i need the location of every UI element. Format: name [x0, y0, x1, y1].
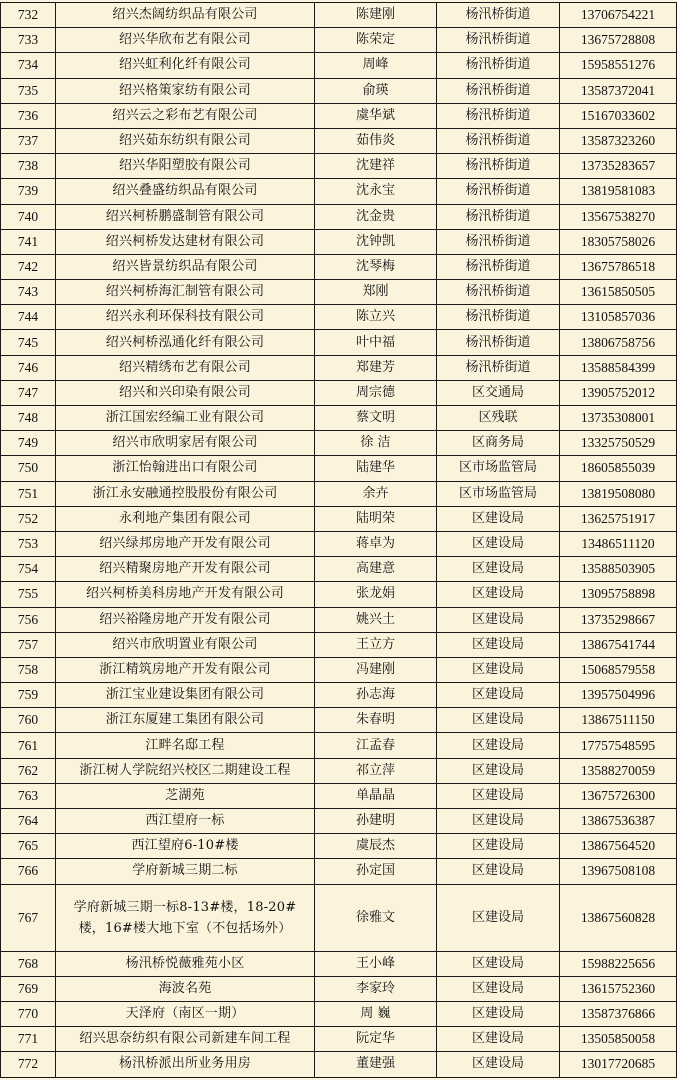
- table-row: [1, 1001, 677, 1026]
- row-number-cell: 770: [1, 1001, 56, 1026]
- phone-number-cell: 13017720685: [560, 1052, 677, 1077]
- responsible-department-cell: 区建设局: [437, 1052, 560, 1077]
- contact-person-cell: 孙志海: [315, 683, 437, 708]
- unit-name-cell: 绍兴茹东纺织有限公司: [56, 128, 315, 153]
- contact-person-cell: 周峰: [315, 53, 437, 78]
- phone-number-cell: 13819508080: [560, 481, 677, 506]
- table-row: [1, 154, 677, 179]
- phone-number-cell: 13325750529: [560, 431, 677, 456]
- responsible-department-cell: 杨汛桥街道: [437, 28, 560, 53]
- table-row: [1, 179, 677, 204]
- phone-number-cell: 13735308001: [560, 406, 677, 431]
- responsible-department-cell: 杨汛桥街道: [437, 128, 560, 153]
- responsible-department-cell: 区建设局: [437, 733, 560, 758]
- responsible-department-cell: 区市场监管局: [437, 456, 560, 481]
- unit-name-cell: 绍兴永利环保科技有限公司: [56, 305, 315, 330]
- row-number-cell: 753: [1, 531, 56, 556]
- row-number-cell: 750: [1, 456, 56, 481]
- responsible-department-cell: 区交通局: [437, 380, 560, 405]
- phone-number-cell: 13806758756: [560, 330, 677, 355]
- row-number-cell: 771: [1, 1027, 56, 1052]
- row-number-cell: 772: [1, 1052, 56, 1077]
- contact-person-cell: 孙建明: [315, 809, 437, 834]
- contact-person-cell: 周 巍: [315, 1001, 437, 1026]
- phone-number-cell: 13588584399: [560, 355, 677, 380]
- phone-number-cell: 13675726300: [560, 783, 677, 808]
- contact-person-cell: 朱春明: [315, 708, 437, 733]
- table-row: [1, 254, 677, 279]
- row-number-cell: 743: [1, 280, 56, 305]
- contact-person-cell: 沈钟凯: [315, 229, 437, 254]
- responsible-department-cell: 杨汛桥街道: [437, 3, 560, 28]
- table-row: [1, 1052, 677, 1077]
- contact-person-cell: 蔡文明: [315, 406, 437, 431]
- contact-person-cell: 蒋卓为: [315, 531, 437, 556]
- table-row: [1, 1027, 677, 1052]
- responsible-department-cell: 杨汛桥街道: [437, 78, 560, 103]
- table-row: [1, 582, 677, 607]
- table-row: [1, 128, 677, 153]
- unit-name-cell: 绍兴杰阔纺织品有限公司: [56, 3, 315, 28]
- unit-name-cell: 浙江宝业建设集团有限公司: [56, 683, 315, 708]
- phone-number-cell: 13867564520: [560, 834, 677, 859]
- unit-name-cell: 绍兴绿邦房地产开发有限公司: [56, 531, 315, 556]
- contact-person-cell: 沈永宝: [315, 179, 437, 204]
- table-body: [1, 3, 677, 1078]
- row-number-cell: 747: [1, 380, 56, 405]
- row-number-cell: 758: [1, 657, 56, 682]
- row-number-cell: 746: [1, 355, 56, 380]
- row-number-cell: 740: [1, 204, 56, 229]
- contact-person-cell: 江孟春: [315, 733, 437, 758]
- table-row: [1, 330, 677, 355]
- contact-person-cell: 徐雅文: [315, 884, 437, 951]
- unit-name-cell: 绍兴市欣明置业有限公司: [56, 632, 315, 657]
- unit-name-cell: 绍兴华欣布艺有限公司: [56, 28, 315, 53]
- table-row: [1, 531, 677, 556]
- contact-person-cell: 俞瑛: [315, 78, 437, 103]
- responsible-department-cell: 杨汛桥街道: [437, 204, 560, 229]
- unit-name-cell: 绍兴思奈纺织有限公司新建车间工程: [56, 1027, 315, 1052]
- row-number-cell: 759: [1, 683, 56, 708]
- unit-name-cell: 江畔名邸工程: [56, 733, 315, 758]
- table-row: [1, 406, 677, 431]
- contact-person-cell: 李家玲: [315, 976, 437, 1001]
- responsible-department-cell: 区建设局: [437, 783, 560, 808]
- table-row: [1, 53, 677, 78]
- table-row: [1, 783, 677, 808]
- phone-number-cell: 13587323260: [560, 128, 677, 153]
- table-row: [1, 557, 677, 582]
- table-row: [1, 976, 677, 1001]
- contact-table: [0, 2, 677, 1078]
- phone-number-cell: 13905752012: [560, 380, 677, 405]
- table-row: [1, 103, 677, 128]
- responsible-department-cell: 杨汛桥街道: [437, 280, 560, 305]
- unit-name-cell: 西江望府一标: [56, 809, 315, 834]
- responsible-department-cell: 区建设局: [437, 859, 560, 884]
- contact-person-cell: 祁立萍: [315, 758, 437, 783]
- row-number-cell: 752: [1, 506, 56, 531]
- phone-number-cell: 13706754221: [560, 3, 677, 28]
- contact-person-cell: 陆建华: [315, 456, 437, 481]
- table-row: [1, 733, 677, 758]
- responsible-department-cell: 杨汛桥街道: [437, 254, 560, 279]
- table-row: [1, 355, 677, 380]
- table-row: [1, 951, 677, 976]
- table-row: [1, 280, 677, 305]
- row-number-cell: 741: [1, 229, 56, 254]
- contact-person-cell: 董建强: [315, 1052, 437, 1077]
- row-number-cell: 738: [1, 154, 56, 179]
- table-row: [1, 229, 677, 254]
- unit-name-cell: 绍兴精聚房地产开发有限公司: [56, 557, 315, 582]
- responsible-department-cell: 区建设局: [437, 834, 560, 859]
- responsible-department-cell: 区建设局: [437, 809, 560, 834]
- responsible-department-cell: 区建设局: [437, 582, 560, 607]
- unit-name-cell: 浙江国宏经编工业有限公司: [56, 406, 315, 431]
- table-row: [1, 78, 677, 103]
- responsible-department-cell: 区建设局: [437, 976, 560, 1001]
- phone-number-cell: 13675728808: [560, 28, 677, 53]
- phone-number-cell: 17757548595: [560, 733, 677, 758]
- unit-name-cell: 浙江永安融通控股股份有限公司: [56, 481, 315, 506]
- contact-person-cell: 沈建祥: [315, 154, 437, 179]
- contact-person-cell: 王小峰: [315, 951, 437, 976]
- responsible-department-cell: 区建设局: [437, 708, 560, 733]
- responsible-department-cell: 区建设局: [437, 531, 560, 556]
- responsible-department-cell: 杨汛桥街道: [437, 330, 560, 355]
- phone-number-cell: 13957504996: [560, 683, 677, 708]
- row-number-cell: 732: [1, 3, 56, 28]
- unit-name-cell: 浙江怡翰进出口有限公司: [56, 456, 315, 481]
- row-number-cell: 769: [1, 976, 56, 1001]
- responsible-department-cell: 区建设局: [437, 1001, 560, 1026]
- row-number-cell: 767: [1, 884, 56, 951]
- row-number-cell: 739: [1, 179, 56, 204]
- unit-name-cell: 绍兴虹利化纤有限公司: [56, 53, 315, 78]
- table-row: [1, 305, 677, 330]
- contact-person-cell: 茹伟炎: [315, 128, 437, 153]
- phone-number-cell: 13867536387: [560, 809, 677, 834]
- unit-name-cell: 绍兴华阳塑胶有限公司: [56, 154, 315, 179]
- unit-name-cell: 杨汛桥派出所业务用房: [56, 1052, 315, 1077]
- responsible-department-cell: 区建设局: [437, 657, 560, 682]
- unit-name-cell: 永利地产集团有限公司: [56, 506, 315, 531]
- phone-number-cell: 13735283657: [560, 154, 677, 179]
- phone-number-cell: 13735298667: [560, 607, 677, 632]
- unit-name-cell: 浙江树人学院绍兴校区二期建设工程: [56, 758, 315, 783]
- phone-number-cell: 13587376866: [560, 1001, 677, 1026]
- table-row: [1, 859, 677, 884]
- responsible-department-cell: 杨汛桥街道: [437, 53, 560, 78]
- unit-name-cell: 绍兴云之彩布艺有限公司: [56, 103, 315, 128]
- contact-person-cell: 张龙娟: [315, 582, 437, 607]
- row-number-cell: 736: [1, 103, 56, 128]
- responsible-department-cell: 杨汛桥街道: [437, 103, 560, 128]
- contact-person-cell: 孙定国: [315, 859, 437, 884]
- contact-person-cell: 徐 洁: [315, 431, 437, 456]
- phone-number-cell: 18605855039: [560, 456, 677, 481]
- table-row: [1, 758, 677, 783]
- table-row: [1, 481, 677, 506]
- phone-number-cell: 13675786518: [560, 254, 677, 279]
- phone-number-cell: 13967508108: [560, 859, 677, 884]
- contact-person-cell: 郑刚: [315, 280, 437, 305]
- phone-number-cell: 13867511150: [560, 708, 677, 733]
- contact-person-cell: 陈荣定: [315, 28, 437, 53]
- table-row: [1, 657, 677, 682]
- contact-person-cell: 虞华斌: [315, 103, 437, 128]
- table-row: [1, 380, 677, 405]
- phone-number-cell: 13819581083: [560, 179, 677, 204]
- row-number-cell: 766: [1, 859, 56, 884]
- phone-number-cell: 18305758026: [560, 229, 677, 254]
- unit-name-cell: 绍兴皆景纺织品有限公司: [56, 254, 315, 279]
- row-number-cell: 761: [1, 733, 56, 758]
- responsible-department-cell: 区建设局: [437, 506, 560, 531]
- row-number-cell: 763: [1, 783, 56, 808]
- unit-name-cell: 绍兴市欣明家居有限公司: [56, 431, 315, 456]
- table-row: [1, 683, 677, 708]
- row-number-cell: 751: [1, 481, 56, 506]
- unit-name-cell: 学府新城三期二标: [56, 859, 315, 884]
- unit-name-cell: 绍兴叠盛纺织品有限公司: [56, 179, 315, 204]
- contact-person-cell: 叶中福: [315, 330, 437, 355]
- table-row: [1, 456, 677, 481]
- contact-person-cell: 陆明荣: [315, 506, 437, 531]
- contact-person-cell: 余卉: [315, 481, 437, 506]
- contact-person-cell: 虞辰杰: [315, 834, 437, 859]
- contact-person-cell: 郑建芳: [315, 355, 437, 380]
- contact-person-cell: 姚兴土: [315, 607, 437, 632]
- unit-name-cell: 芝湖苑: [56, 783, 315, 808]
- phone-number-cell: 13587372041: [560, 78, 677, 103]
- table-row: [1, 809, 677, 834]
- responsible-department-cell: 区建设局: [437, 884, 560, 951]
- row-number-cell: 765: [1, 834, 56, 859]
- phone-number-cell: 15068579558: [560, 657, 677, 682]
- row-number-cell: 754: [1, 557, 56, 582]
- responsible-department-cell: 区商务局: [437, 431, 560, 456]
- unit-name-cell: 绍兴和兴印染有限公司: [56, 380, 315, 405]
- phone-number-cell: 13588270059: [560, 758, 677, 783]
- unit-name-cell: 绍兴柯桥海汇制管有限公司: [56, 280, 315, 305]
- unit-name-cell: 绍兴裕隆房地产开发有限公司: [56, 607, 315, 632]
- table-row: [1, 506, 677, 531]
- contact-person-cell: 陈建刚: [315, 3, 437, 28]
- phone-number-cell: 15167033602: [560, 103, 677, 128]
- phone-number-cell: 13486511120: [560, 531, 677, 556]
- contact-person-cell: 单晶晶: [315, 783, 437, 808]
- contact-person-cell: 沈琴梅: [315, 254, 437, 279]
- responsible-department-cell: 区建设局: [437, 758, 560, 783]
- row-number-cell: 749: [1, 431, 56, 456]
- unit-name-cell: 海波名苑: [56, 976, 315, 1001]
- phone-number-cell: 15958551276: [560, 53, 677, 78]
- unit-name-cell: 绍兴精绣布艺有限公司: [56, 355, 315, 380]
- unit-name-cell: 绍兴柯桥泓通化纤有限公司: [56, 330, 315, 355]
- responsible-department-cell: 杨汛桥街道: [437, 305, 560, 330]
- table-row: [1, 632, 677, 657]
- responsible-department-cell: 区残联: [437, 406, 560, 431]
- phone-number-cell: 13625751917: [560, 506, 677, 531]
- responsible-department-cell: 杨汛桥街道: [437, 229, 560, 254]
- table-row: [1, 3, 677, 28]
- responsible-department-cell: 区建设局: [437, 951, 560, 976]
- row-number-cell: 735: [1, 78, 56, 103]
- phone-number-cell: 13615850505: [560, 280, 677, 305]
- unit-name-cell: 绍兴柯桥美科房地产开发有限公司: [56, 582, 315, 607]
- contact-person-cell: 周宗德: [315, 380, 437, 405]
- row-number-cell: 733: [1, 28, 56, 53]
- responsible-department-cell: 区建设局: [437, 557, 560, 582]
- row-number-cell: 757: [1, 632, 56, 657]
- unit-name-cell: 天泽府（南区一期）: [56, 1001, 315, 1026]
- contact-person-cell: 高建意: [315, 557, 437, 582]
- table-row: [1, 708, 677, 733]
- responsible-department-cell: 杨汛桥街道: [437, 355, 560, 380]
- unit-name-cell: 西江望府6-10#楼: [56, 834, 315, 859]
- row-number-cell: 762: [1, 758, 56, 783]
- responsible-department-cell: 杨汛桥街道: [437, 154, 560, 179]
- contact-person-cell: 陈立兴: [315, 305, 437, 330]
- phone-number-cell: 13095758898: [560, 582, 677, 607]
- row-number-cell: 756: [1, 607, 56, 632]
- table-row: [1, 834, 677, 859]
- phone-number-cell: 13588503905: [560, 557, 677, 582]
- phone-number-cell: 13615752360: [560, 976, 677, 1001]
- unit-name-cell: 绍兴柯桥发达建材有限公司: [56, 229, 315, 254]
- unit-name-cell: 绍兴格策家纺有限公司: [56, 78, 315, 103]
- contact-person-cell: 沈金贵: [315, 204, 437, 229]
- phone-number-cell: 13867541744: [560, 632, 677, 657]
- responsible-department-cell: 区建设局: [437, 607, 560, 632]
- row-number-cell: 737: [1, 128, 56, 153]
- responsible-department-cell: 区建设局: [437, 1027, 560, 1052]
- row-number-cell: 768: [1, 951, 56, 976]
- row-number-cell: 760: [1, 708, 56, 733]
- table-row: [1, 28, 677, 53]
- phone-number-cell: 13505850058: [560, 1027, 677, 1052]
- unit-name-cell: 学府新城三期一标8-13#楼，18-20#楼，16#楼大地下室（不包括场外）: [56, 884, 315, 951]
- unit-name-cell: 杨汛桥悦薇雅苑小区: [56, 951, 315, 976]
- table-row: [1, 204, 677, 229]
- table-row: [1, 607, 677, 632]
- row-number-cell: 734: [1, 53, 56, 78]
- contact-person-cell: 冯建刚: [315, 657, 437, 682]
- phone-number-cell: 13867560828: [560, 884, 677, 951]
- unit-name-cell: 绍兴柯桥鹏盛制管有限公司: [56, 204, 315, 229]
- table-row: [1, 431, 677, 456]
- contact-person-cell: 阮定华: [315, 1027, 437, 1052]
- row-number-cell: 748: [1, 406, 56, 431]
- row-number-cell: 744: [1, 305, 56, 330]
- responsible-department-cell: 区建设局: [437, 683, 560, 708]
- row-number-cell: 755: [1, 582, 56, 607]
- row-number-cell: 764: [1, 809, 56, 834]
- responsible-department-cell: 杨汛桥街道: [437, 179, 560, 204]
- row-number-cell: 745: [1, 330, 56, 355]
- contact-person-cell: 王立方: [315, 632, 437, 657]
- unit-name-cell: 浙江精筑房地产开发有限公司: [56, 657, 315, 682]
- unit-name-cell: 浙江东厦建工集团有限公司: [56, 708, 315, 733]
- phone-number-cell: 13105857036: [560, 305, 677, 330]
- responsible-department-cell: 区建设局: [437, 632, 560, 657]
- phone-number-cell: 15988225656: [560, 951, 677, 976]
- phone-number-cell: 13567538270: [560, 204, 677, 229]
- row-number-cell: 742: [1, 254, 56, 279]
- responsible-department-cell: 区市场监管局: [437, 481, 560, 506]
- table-row: [1, 884, 677, 951]
